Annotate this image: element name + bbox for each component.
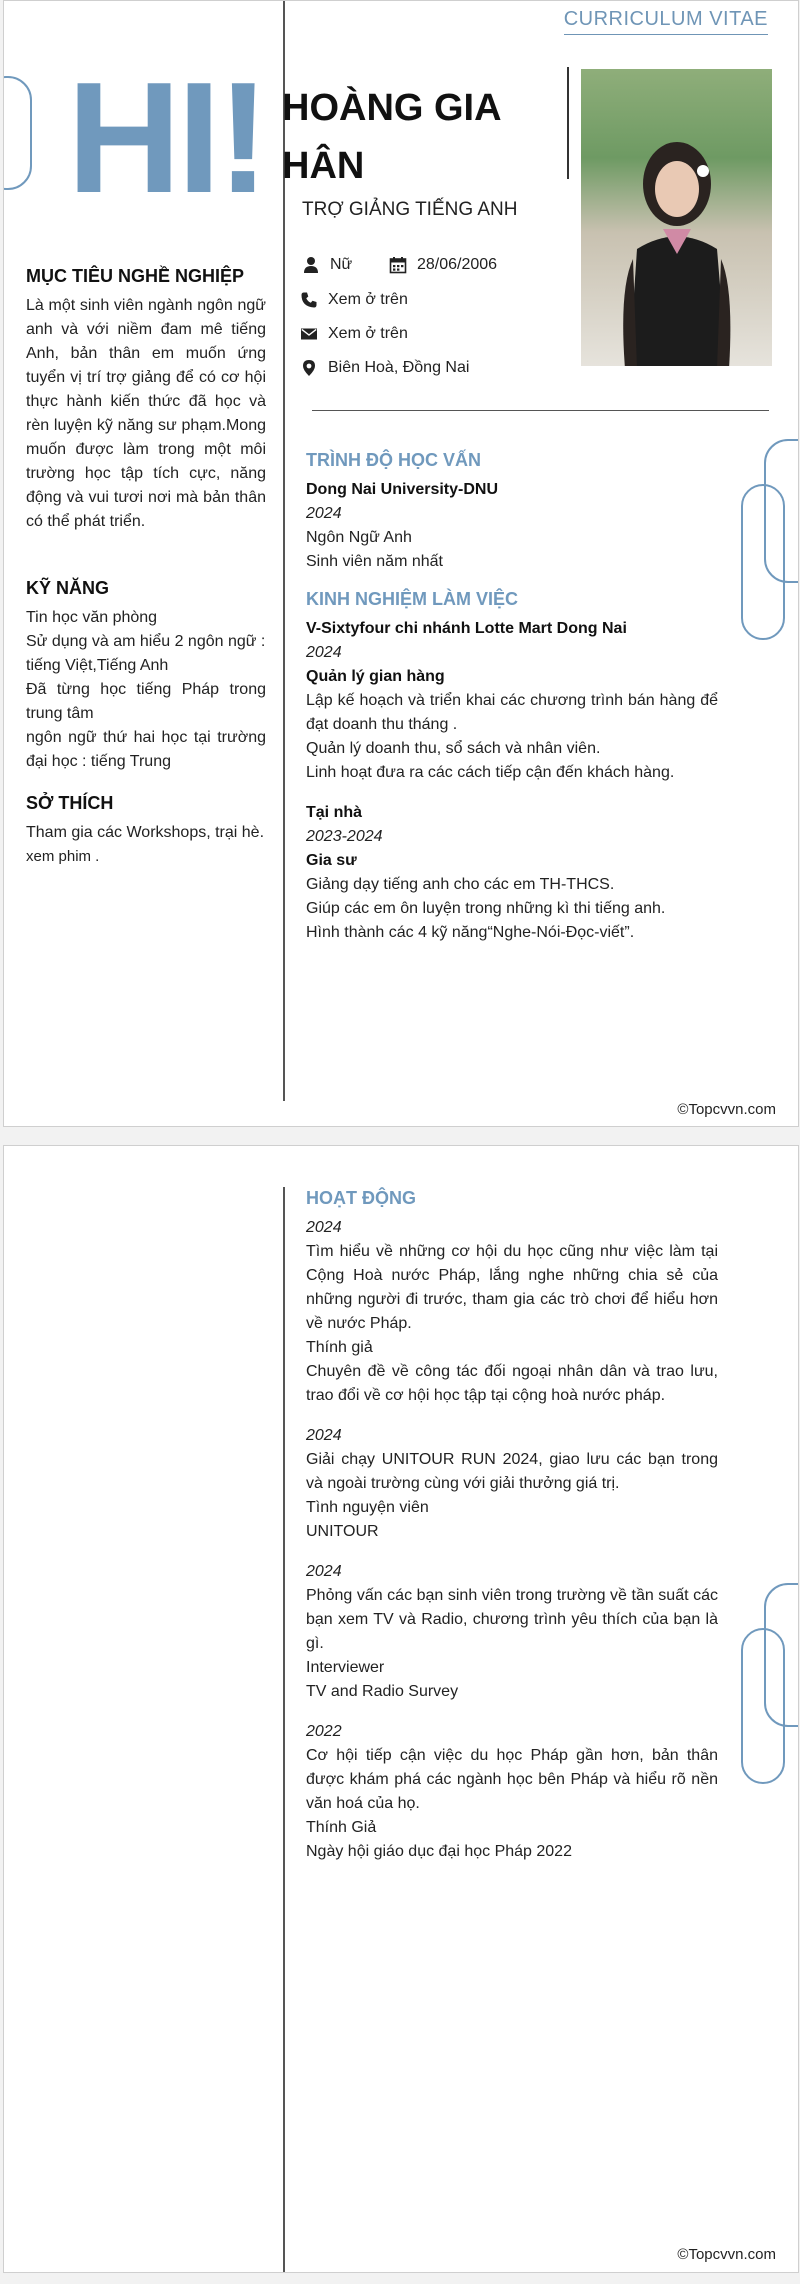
activities-section bbox=[306, 1186, 718, 1864]
birthdate-info bbox=[389, 256, 497, 274]
birthdate-value: 28/06/2006 bbox=[417, 256, 498, 273]
location-pin-icon bbox=[300, 359, 318, 377]
job-line: Giúp các em ôn luyện trong những kì thi tiếng anh. bbox=[306, 900, 666, 917]
skill-item: Đã từng học tiếng Pháp trong trung tâm bbox=[26, 681, 266, 722]
skill-item: Sử dụng và am hiểu 2 ngôn ngữ : tiếng Việt,Tiếng Anh bbox=[26, 633, 266, 674]
gender-info bbox=[302, 256, 352, 274]
gender-value: Nữ bbox=[330, 256, 353, 273]
objective-text: Là một sinh viên ngành ngôn ngữ anh và với niềm đam mê tiếng Anh, bản thân em muốn ứng tuyển vị trí trợ giảng để có cơ hội thực hành kiến thức đã học và rèn luyện kỹ năng sư phạm.Mong muốn được làm trong một môi trường học tập tích cực, năng động và vui tươi nơi mà bản thân có thể phát triển. bbox=[26, 297, 266, 530]
job-line: Giảng dạy tiếng anh cho các em TH-THCS. bbox=[306, 876, 615, 893]
decorative-oval bbox=[741, 484, 785, 640]
activity-role: Thính giả bbox=[306, 1339, 373, 1356]
job-period: 2024 bbox=[306, 644, 342, 661]
objective-section bbox=[26, 264, 266, 534]
job-line: Lập kế hoạch và triển khai các chương trình bán hàng để đạt doanh thu tháng . bbox=[306, 692, 718, 733]
hobbies-section bbox=[26, 791, 266, 869]
footer-credit: ©Topcvvn.com bbox=[677, 1101, 776, 1118]
activities-title: HOẠT ĐỘNG bbox=[306, 1188, 416, 1208]
activity-year: 2024 bbox=[306, 1427, 342, 1444]
person-icon bbox=[302, 256, 320, 274]
phone-icon bbox=[300, 291, 318, 309]
job-position: Gia sư bbox=[306, 852, 357, 869]
activity-event: UNITOUR bbox=[306, 1523, 379, 1540]
footer-credit: ©Topcvvn.com bbox=[677, 2246, 776, 2263]
phone-info bbox=[300, 291, 408, 309]
cv-title: CURRICULUM VITAE bbox=[564, 8, 768, 35]
phone-value: Xem ở trên bbox=[328, 291, 408, 308]
activity-event: TV and Radio Survey bbox=[306, 1683, 459, 1700]
job-line: Linh hoạt đưa ra các cách tiếp cận đến khách hàng. bbox=[306, 764, 675, 781]
candidate-name: HOÀNG GIA HÂN bbox=[282, 87, 501, 187]
activity-event: Ngày hội giáo dục đại học Pháp 2022 bbox=[306, 1843, 572, 1860]
hobby-item: xem phim . bbox=[26, 848, 100, 865]
education-section bbox=[306, 448, 718, 574]
envelope-icon bbox=[300, 325, 318, 343]
experience-section bbox=[306, 587, 718, 945]
activity-desc: Tìm hiểu về những cơ hội du học cũng như việc làm tại Cộng Hoà nước Pháp, lắng nghe những chia sẻ của những người đi trước, tham gia các trò chơi để hiểu hơn về nước Pháp. bbox=[306, 1243, 718, 1332]
candidate-role: TRỢ GIẢNG TIẾNG ANH bbox=[302, 199, 518, 220]
activity-desc: Giải chạy UNITOUR RUN 2024, giao lưu các bạn trong và ngoài trường cùng với giải thưởng giá trị. bbox=[306, 1451, 718, 1492]
hobby-item: Tham gia các Workshops, trại hè. bbox=[26, 824, 265, 841]
photo-divider bbox=[567, 67, 569, 179]
education-year: 2024 bbox=[306, 505, 342, 522]
skills-section bbox=[26, 576, 266, 774]
school-name: Dong Nai University-DNU bbox=[306, 481, 499, 498]
activity-year: 2022 bbox=[306, 1723, 342, 1740]
email-value: Xem ở trên bbox=[328, 325, 408, 342]
address-value: Biên Hoà, Đồng Nai bbox=[328, 359, 470, 376]
objective-title: MỤC TIÊU NGHỀ NGHIỆP bbox=[26, 266, 245, 286]
calendar-icon bbox=[389, 256, 407, 274]
cv-page-2 bbox=[3, 1145, 799, 2273]
activity-year: 2024 bbox=[306, 1219, 342, 1236]
activity-role: Interviewer bbox=[306, 1659, 385, 1676]
activity-desc: Cơ hội tiếp cận việc du học Pháp gần hơn, bản thân được khám phá các ngành học bên Pháp và hiểu rõ nền văn hoá của họ. bbox=[306, 1747, 718, 1812]
skills-title: KỸ NĂNG bbox=[26, 578, 110, 598]
job-company: Tại nhà bbox=[306, 804, 363, 821]
address-info bbox=[300, 359, 469, 377]
activity-year: 2024 bbox=[306, 1563, 342, 1580]
education-title: TRÌNH ĐỘ HỌC VẤN bbox=[306, 450, 481, 470]
job-position: Quản lý gian hàng bbox=[306, 668, 445, 685]
email-info bbox=[300, 325, 408, 343]
column-divider bbox=[283, 1187, 285, 2272]
decorative-oval bbox=[3, 76, 32, 190]
job-period: 2023-2024 bbox=[306, 828, 383, 845]
education-major: Ngôn Ngữ Anh bbox=[306, 529, 412, 546]
activity-desc: Phỏng vấn các bạn sinh viên trong trường về tần suất các bạn xem TV và Radio, chương trình yêu thích của bạn là gì. bbox=[306, 1587, 718, 1652]
hobbies-title: SỞ THÍCH bbox=[26, 793, 114, 813]
education-status: Sinh viên năm nhất bbox=[306, 553, 443, 570]
skill-item: ngôn ngữ thứ hai học tại trường đại học : tiếng Trung bbox=[26, 729, 266, 770]
job-company: V-Sixtyfour chi nhánh Lotte Mart Dong Nai bbox=[306, 620, 627, 637]
decorative-oval bbox=[741, 1628, 785, 1784]
job-line: Quản lý doanh thu, sổ sách và nhân viên. bbox=[306, 740, 601, 757]
job-line: Hình thành các 4 kỹ năng“Nghe-Nói-Đọc-viết”. bbox=[306, 924, 635, 941]
cv-page-1 bbox=[3, 0, 799, 1127]
experience-title: KINH NGHIỆM LÀM VIỆC bbox=[306, 589, 519, 609]
activity-role: Tình nguyện viên bbox=[306, 1499, 429, 1516]
skill-item: Tin học văn phòng bbox=[26, 609, 158, 626]
activity-event: Chuyên đề về công tác đối ngoại nhân dân và trao lưu, trao đổi về cơ hội học tập tại cộng hoà nước pháp. bbox=[306, 1363, 718, 1404]
header-divider bbox=[312, 410, 769, 411]
activity-role: Thính Giả bbox=[306, 1819, 377, 1836]
profile-photo bbox=[581, 69, 772, 366]
person-silhouette-icon bbox=[619, 129, 734, 366]
hi-heading: HI! bbox=[67, 50, 266, 226]
